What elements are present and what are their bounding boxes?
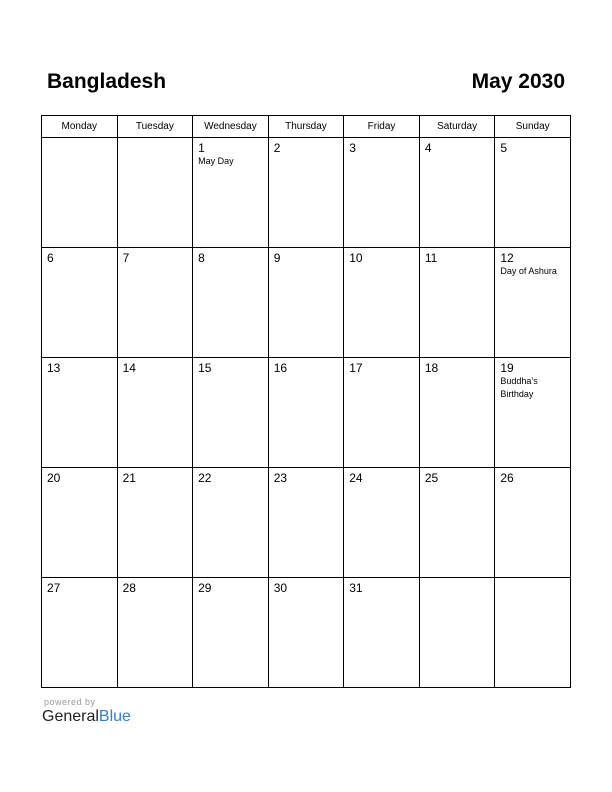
- day-cell: [117, 578, 193, 688]
- day-number: [495, 578, 570, 582]
- week-row: [42, 138, 571, 248]
- day-cell: [419, 468, 495, 578]
- day-cell: [42, 138, 118, 248]
- day-cell: [193, 578, 269, 688]
- day-number: 27: [47, 581, 61, 595]
- weekday-header-row: [42, 116, 571, 138]
- day-cell: [42, 468, 118, 578]
- day-cell: [344, 138, 420, 248]
- day-number: 28: [122, 581, 136, 595]
- holiday-label: Buddha’s Birthday: [500, 376, 538, 399]
- weekday-header: Monday: [42, 116, 118, 138]
- day-cell: [419, 358, 495, 468]
- day-cell: [419, 248, 495, 358]
- day-number: 23: [273, 471, 288, 485]
- day-cell: [419, 578, 495, 688]
- holiday-label: Day of Ashura: [500, 266, 557, 276]
- country-title: Bangladesh: [47, 70, 167, 93]
- day-number: 11: [424, 251, 438, 265]
- day-cell: [495, 358, 571, 468]
- day-number: 2: [273, 141, 281, 155]
- week-row: [42, 578, 571, 688]
- day-cell: [42, 578, 118, 688]
- day-cell: [344, 468, 420, 578]
- day-cell: [268, 138, 344, 248]
- day-number: [420, 578, 495, 582]
- day-cell: [193, 138, 269, 248]
- week-row: [42, 468, 571, 578]
- day-number: 7: [122, 251, 130, 265]
- day-number: [42, 138, 117, 142]
- day-number: 5: [500, 141, 508, 155]
- day-number: 17: [349, 361, 363, 375]
- day-cell: [268, 358, 344, 468]
- day-number: 10: [349, 251, 363, 265]
- day-number: 18: [424, 361, 439, 375]
- weekday-header: Thursday: [268, 116, 344, 138]
- day-number: 30: [273, 581, 288, 595]
- day-number: 3: [349, 141, 356, 155]
- generalblue-logo: [42, 708, 131, 726]
- day-number: 21: [122, 471, 136, 485]
- day-cell: [344, 578, 420, 688]
- day-cell: [268, 468, 344, 578]
- day-number: 9: [273, 251, 281, 265]
- day-number: 15: [198, 361, 212, 375]
- month-title: May 2030: [471, 70, 565, 93]
- day-number: 6: [47, 251, 54, 265]
- day-number: [118, 138, 193, 142]
- day-cell: [495, 578, 571, 688]
- day-cell: [268, 248, 344, 358]
- day-number: 13: [47, 361, 61, 375]
- weekday-header: Wednesday: [193, 116, 269, 138]
- day-cell: [419, 138, 495, 248]
- day-cell: [42, 358, 118, 468]
- weekday-header: Sunday: [495, 116, 571, 138]
- day-cell: [117, 468, 193, 578]
- day-cell: [495, 248, 571, 358]
- week-row: [42, 248, 571, 358]
- day-number: 29: [198, 581, 212, 595]
- day-number: 31: [349, 581, 363, 595]
- day-number: 12: [500, 251, 514, 265]
- week-row: [42, 358, 571, 468]
- day-number: 20: [47, 471, 61, 485]
- day-cell: [344, 358, 420, 468]
- powered-by-label: powered by: [44, 697, 96, 707]
- day-number: 25: [424, 471, 439, 485]
- day-cell: [268, 578, 344, 688]
- day-cell: [495, 138, 571, 248]
- day-number: 22: [198, 471, 212, 485]
- day-number: 14: [122, 361, 136, 375]
- logo-text-blue: Blue: [98, 708, 131, 725]
- weekday-header: Friday: [344, 116, 420, 138]
- day-number: 1: [198, 141, 205, 155]
- day-number: 16: [273, 361, 288, 375]
- logo-text-general: General: [42, 708, 99, 725]
- day-number: 24: [349, 471, 363, 485]
- day-cell: [344, 248, 420, 358]
- calendar-grid: [41, 115, 571, 688]
- day-number: 8: [198, 251, 205, 265]
- day-cell: [117, 358, 193, 468]
- holiday-label: May Day: [198, 156, 234, 166]
- day-cell: [495, 468, 571, 578]
- day-number: 19: [500, 361, 514, 375]
- weekday-header: Saturday: [419, 116, 495, 138]
- day-number: 4: [424, 141, 432, 155]
- weekday-header: Tuesday: [117, 116, 193, 138]
- day-cell: [193, 468, 269, 578]
- day-cell: [193, 248, 269, 358]
- day-cell: [117, 248, 193, 358]
- day-cell: [193, 358, 269, 468]
- day-number: 26: [500, 471, 514, 485]
- day-cell: [42, 248, 118, 358]
- day-cell: [117, 138, 193, 248]
